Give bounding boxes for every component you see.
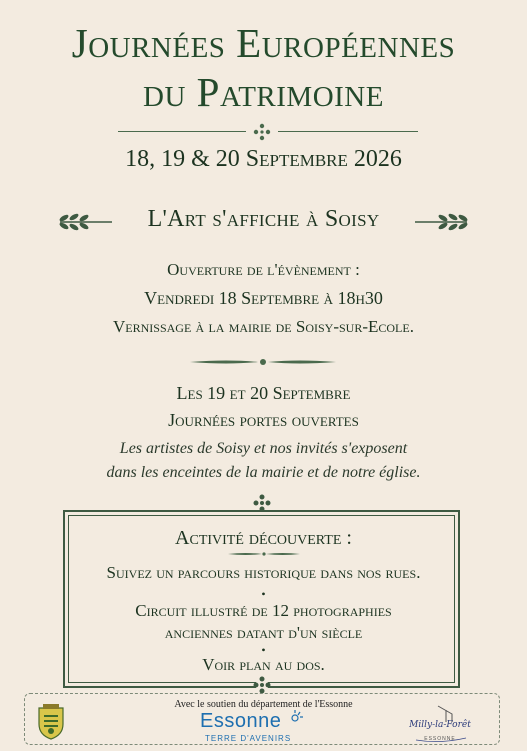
ornament-divider-icon <box>188 356 338 368</box>
sun-icon <box>289 708 305 722</box>
activity-underline-icon <box>226 550 302 558</box>
activity-line-1: Suivez un parcours historique dans nos rues. <box>106 563 421 582</box>
activity-line-3: anciennes datant d'un siècle <box>164 623 363 642</box>
essonne-tagline: TERRE D'AVENIRS <box>205 734 292 743</box>
activity-line-4: Voir plan au dos. <box>202 655 325 674</box>
fleuron-top-icon <box>252 493 272 513</box>
vernissage-text: Vernissage à la mairie de Soisy-sur-Ecole. <box>113 317 414 336</box>
open-days-desc-2: dans les enceintes de la mairie et de notre église. <box>106 464 421 481</box>
milly-logo-sub: ESSONNE <box>424 736 456 742</box>
activity-title: Activité découverte : <box>175 527 352 549</box>
activity-line-2: Circuit illustré de 12 photographies <box>135 601 392 620</box>
open-days-desc-1: Les artistes de Soisy et nos invités s'exposent <box>119 440 408 457</box>
bullet-1: • <box>261 587 266 601</box>
essonne-logo: Essonne <box>200 710 282 732</box>
fleuron-bottom-icon <box>252 675 272 695</box>
opening-label: Ouverture de l'évènement : <box>167 260 360 279</box>
open-days-title: Journées portes ouvertes <box>168 410 359 430</box>
exhibition-title: L'Art s'affiche à Soisy <box>147 206 380 232</box>
divider-right <box>278 131 418 132</box>
open-days-dates: Les 19 et 20 Septembre <box>176 383 351 403</box>
laurel-right-icon <box>413 212 473 232</box>
bullet-2: • <box>261 643 266 657</box>
support-text: Avec le soutien du département de l'Essonne <box>174 699 353 710</box>
event-dates: 18, 19 & 20 Septembre 2026 <box>125 146 402 172</box>
fleuron-icon <box>253 123 271 141</box>
main-title-line1: Journées Européennes <box>71 20 456 66</box>
opening-datetime: Vendredi 18 Septembre à 18h30 <box>144 288 383 308</box>
milly-logo-text: Milly-la-Forêt <box>409 720 471 730</box>
divider-left <box>118 131 246 132</box>
main-title-line2: du Patrimoine <box>143 69 384 115</box>
crest-icon <box>36 702 66 740</box>
